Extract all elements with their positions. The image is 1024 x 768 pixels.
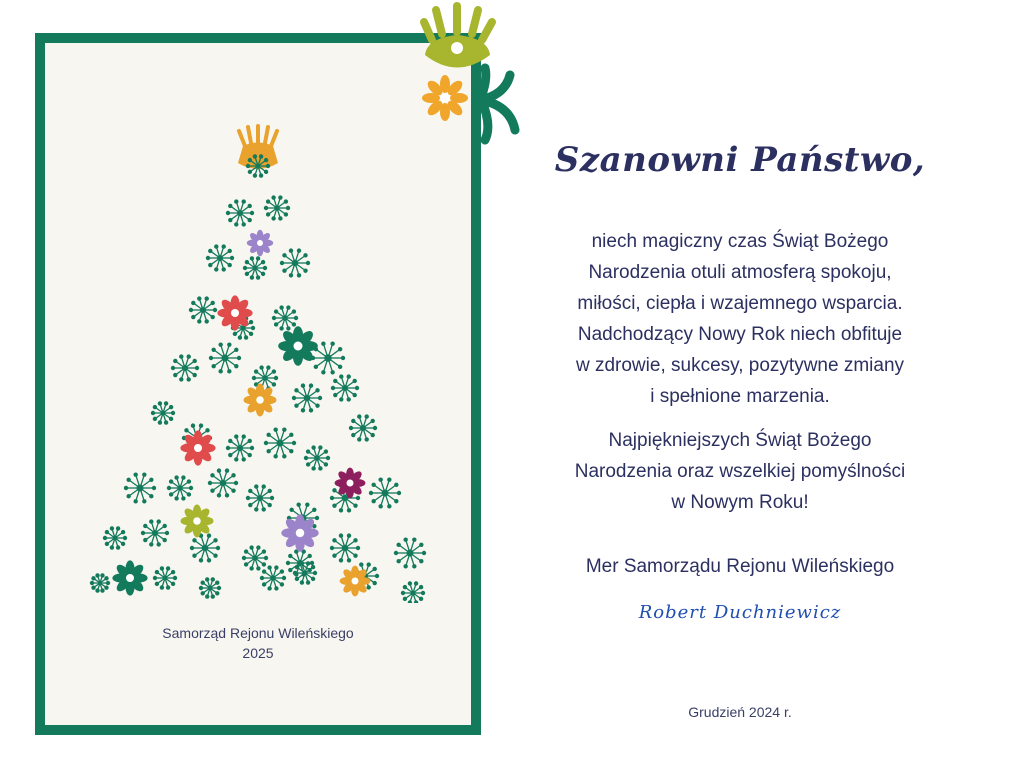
snowflake-ornament-icon <box>206 244 234 271</box>
snowflake-ornament-icon <box>189 296 217 323</box>
snowflake-ornament-icon <box>171 354 199 381</box>
letter-greeting: Szanowni Państwo, <box>554 140 926 180</box>
christmas-tree-illustration <box>45 43 471 603</box>
red-flower-icon <box>217 295 252 330</box>
mayor-title: Mer Samorządu Rejonu Wileńskiego <box>585 556 895 577</box>
snowflake-ornament-icon <box>292 383 322 412</box>
snowflake-ornament-icon <box>226 199 254 226</box>
letter-paragraph-2 <box>505 425 975 518</box>
lime-flower-icon <box>181 505 214 538</box>
card-footer <box>45 623 471 663</box>
snowflake-ornament-icon <box>124 472 156 503</box>
snowflake-ornament-icon <box>226 434 254 461</box>
paragraph-2-line: w Nowym Roku! <box>671 492 809 513</box>
paragraph-1-line: niech magiczny czas Świąt Bożego <box>591 231 889 252</box>
snowflake-ornament-icon <box>209 342 241 373</box>
paragraph-1-line: miłości, ciepła i wzajemnego wsparcia. <box>577 293 903 314</box>
paragraph-1-line: Narodzenia otuli atmosferą spokoju, <box>588 262 892 283</box>
snowflake-ornament-icon <box>264 195 290 220</box>
paragraph-2-line: Najpiękniejszych Świąt Bożego <box>608 430 872 451</box>
purple-flower-icon <box>247 230 273 256</box>
snowflake-ornament-icon <box>167 475 193 500</box>
corner-floral-decoration <box>410 0 525 150</box>
card-footer-org: Samorząd Rejonu Wileńskiego <box>162 625 354 641</box>
magenta-flower-icon <box>335 468 366 499</box>
snowflake-ornament-icon <box>394 537 426 568</box>
snowflake-ornament-icon <box>369 477 401 508</box>
teal-flower-icon <box>112 560 147 595</box>
snowflake-ornament-icon <box>141 519 169 546</box>
snowflake-ornament-icon <box>252 365 278 390</box>
snowflake-ornament-icon <box>243 256 267 279</box>
purple-flower-icon <box>281 514 318 551</box>
lime-flower-icon <box>424 6 492 68</box>
snowflake-ornament-icon <box>401 581 425 603</box>
letter-date: Grudzień 2024 r. <box>688 704 792 720</box>
paragraph-1-line: i spełnione marzenia. <box>650 386 830 407</box>
teal-flower-icon <box>278 326 318 366</box>
snowflake-ornament-icon <box>331 374 359 401</box>
orange-flower-icon <box>422 75 468 121</box>
snowflake-ornament-icon <box>199 577 221 599</box>
snowflake-ornament-icon <box>242 545 268 570</box>
paragraph-1-line: w zdrowie, sukcesy, pozytywne zmiany <box>575 355 905 376</box>
snowflake-ornament-icon <box>349 414 377 441</box>
paragraph-1-line: Nadchodzący Nowy Rok niech obfituje <box>577 324 903 345</box>
snowflake-ornament-icon <box>260 565 286 590</box>
snowflake-ornament-icon <box>264 427 296 458</box>
red-flower-icon <box>180 430 215 465</box>
snowflake-ornament-icon <box>280 248 310 277</box>
snowflake-ornament-icon <box>304 445 330 470</box>
snowflake-ornament-icon <box>272 305 298 330</box>
snowflake-ornament-icon <box>208 468 238 497</box>
orange-flower-icon <box>244 384 277 417</box>
snowflake-ornament-icon <box>246 484 274 511</box>
snowflake-ornament-icon <box>151 401 175 424</box>
teal-leaf-icon <box>480 68 515 140</box>
snowflake-ornament-icon <box>90 573 110 593</box>
snowflake-ornament-icon <box>330 533 360 562</box>
snowflake-ornament-icon <box>153 566 177 589</box>
snowflake-ornament-icon <box>103 526 127 549</box>
yellow-flower-icon <box>340 566 371 597</box>
handwritten-signature: Robert Duchniewicz <box>638 602 842 623</box>
card-footer-year: 2025 <box>242 645 274 661</box>
letter-paragraph-1 <box>505 226 975 412</box>
tree-top-flower-icon <box>238 126 278 169</box>
paragraph-2-line: Narodzenia oraz wszelkiej pomyślności <box>574 461 906 482</box>
snowflake-ornament-icon <box>190 533 220 562</box>
